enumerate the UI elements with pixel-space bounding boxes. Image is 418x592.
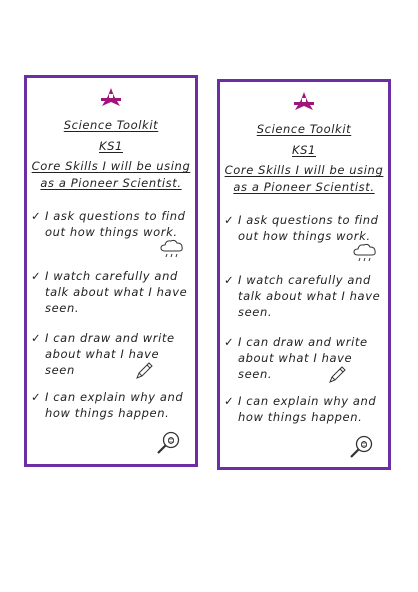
cloud-icon [352,242,378,264]
card-title: Science Toolkit [256,122,352,136]
skill-item [31,268,193,316]
skill-text: I ask questions to find out how things work. [238,213,379,243]
skill-text: I can explain why and how things happen. [238,394,377,424]
skill-item [31,330,193,378]
check-icon: ✓ [31,390,42,404]
cloud-icon [159,238,185,260]
check-icon: ✓ [224,273,235,287]
skill-item [31,389,193,421]
skill-item [224,334,386,382]
skill-text: I watch carefully and talk about what I have seen. [45,269,188,315]
card-subtitle: KS1 [99,139,123,153]
school-logo-icon [292,90,316,114]
card-heading: Core Skills I will be using as a Pioneer Scientist. [224,163,384,194]
skill-item [224,212,386,244]
skill-item [31,208,193,240]
card-subtitle: KS1 [292,143,316,157]
pencil-icon [326,364,348,386]
toolkit-card-right [217,79,391,470]
magnifier-icon [155,430,181,456]
skill-item [224,393,386,425]
toolkit-card-left [24,75,198,467]
school-logo-icon [99,86,123,110]
skill-item [224,272,386,320]
check-icon: ✓ [31,331,42,345]
check-icon: ✓ [31,269,42,283]
check-icon: ✓ [31,209,42,223]
skill-text: I watch carefully and talk about what I have seen. [238,273,381,319]
skill-text: I can draw and write about what I have seen [45,331,175,377]
check-icon: ✓ [224,335,235,349]
check-icon: ✓ [224,394,235,408]
skill-text: I can explain why and how things happen. [45,390,184,420]
card-title: Science Toolkit [63,118,159,132]
pencil-icon [133,360,155,382]
check-icon: ✓ [224,213,235,227]
skill-text: I can draw and write about what I have seen. [238,335,368,381]
skill-text: I ask questions to find out how things work. [45,209,186,239]
card-heading: Core Skills I will be using as a Pioneer Scientist. [31,159,191,190]
magnifier-icon [348,434,374,460]
